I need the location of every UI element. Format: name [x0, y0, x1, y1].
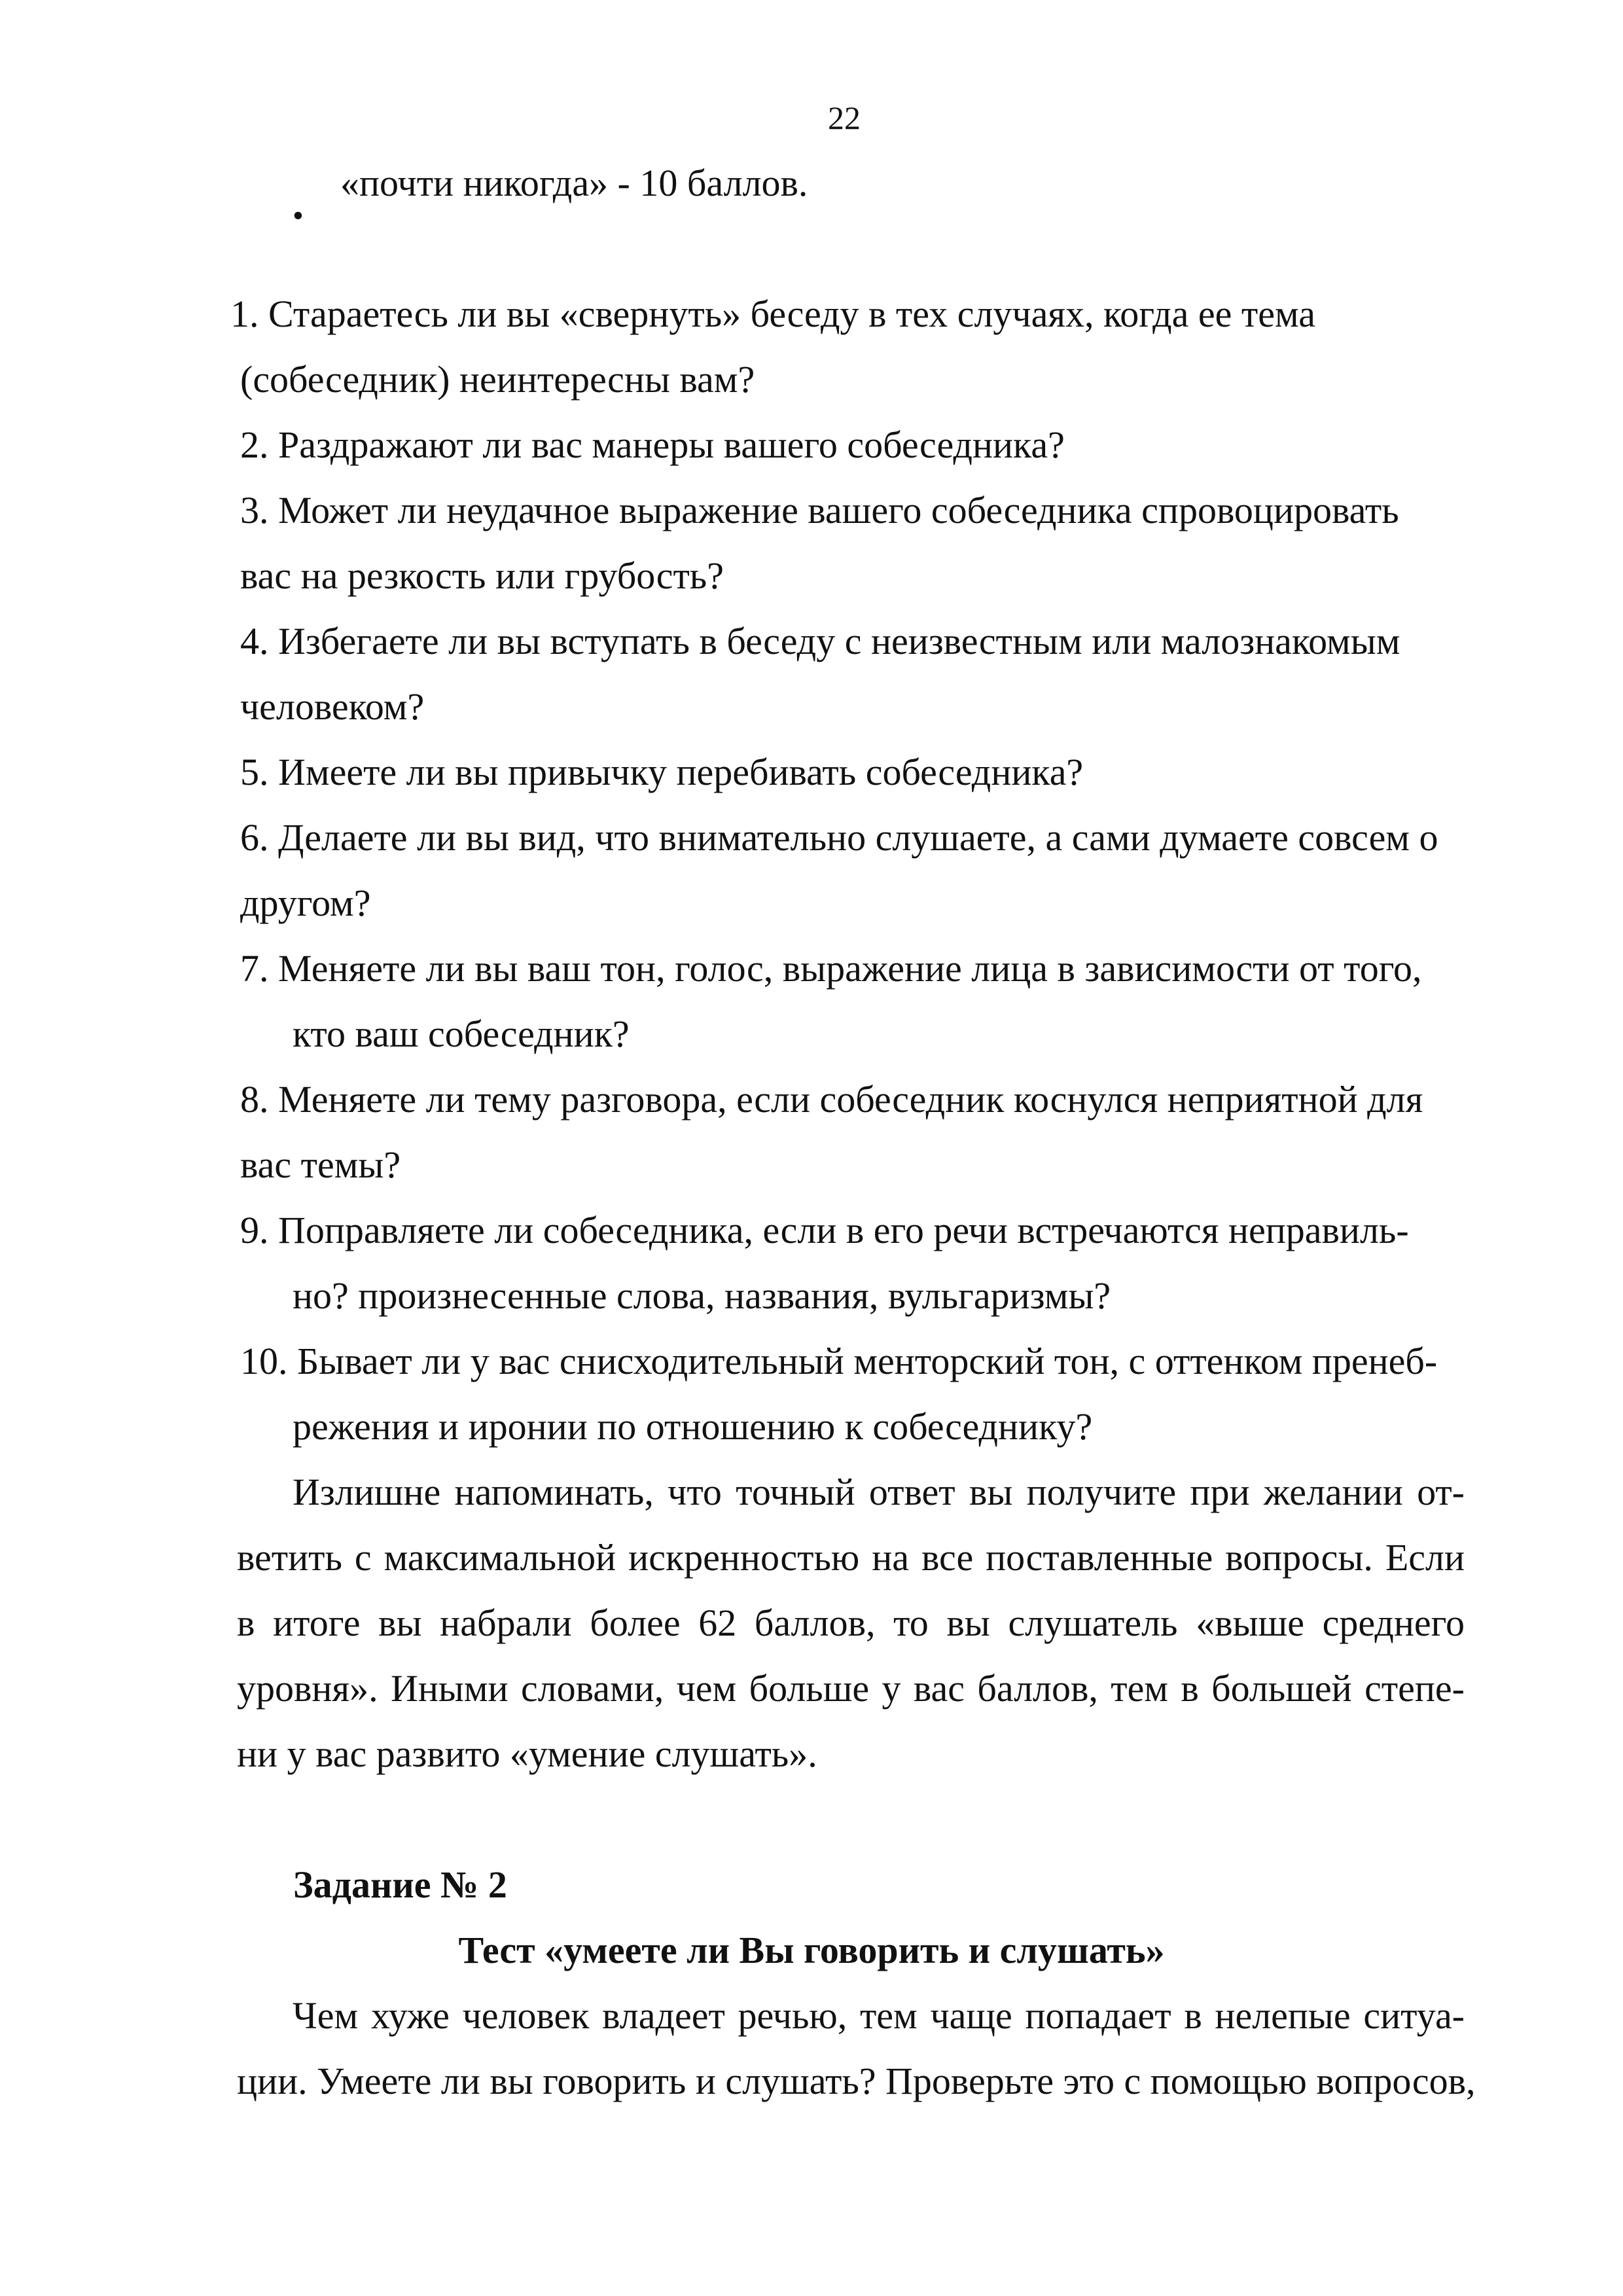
question-10-line-1: 10. Бывает ли у вас снисходительный менторский тон, с оттенком пренеб-: [240, 1340, 1438, 1382]
question-8-line-2: вас темы?: [240, 1143, 401, 1186]
question-1-line-2: (собеседник) неинтересны вам?: [240, 358, 755, 401]
intro-line-1: Чем хуже человек владеет речью, тем чаще попадает в нелепые ситуа-: [293, 1994, 1465, 2037]
question-3-line-2: вас на резкость или грубость?: [240, 554, 724, 597]
intro-line-2: ции. Умеете ли вы говорить и слушать? Проверьте это с помощью вопросов,: [237, 2060, 1476, 2102]
question-7-line-1: 7. Меняете ли вы ваш тон, голос, выражение лица в зависимости от того,: [240, 947, 1422, 990]
page-number: 22: [828, 99, 861, 136]
bullet-icon: •: [293, 198, 304, 233]
question-6-line-2: другом?: [240, 882, 371, 924]
question-5-line-1: 5. Имеете ли вы привычку перебивать собеседника?: [240, 751, 1084, 793]
test-title: Тест «умеете ли Вы говорить и слушать»: [458, 1929, 1165, 1971]
question-1-line-1: 1. Стараетесь ли вы «свернуть» беседу в тех случаях, когда ее тема: [230, 293, 1316, 335]
question-8-line-1: 8. Меняете ли тему разговора, если собеседник коснулся неприятной для: [240, 1078, 1423, 1121]
question-3-line-1: 3. Может ли неудачное выражение вашего собеседника спровоцировать: [240, 489, 1399, 531]
conclusion-line-2: ветить с максимальной искренностью на все поставленные вопросы. Если: [237, 1536, 1465, 1579]
question-4-line-1: 4. Избегаете ли вы вступать в беседу с неизвестным или малознакомым: [240, 620, 1400, 662]
question-7-line-2: кто ваш собеседник?: [293, 1013, 630, 1055]
question-4-line-2: человеком?: [240, 685, 425, 728]
conclusion-line-4: уровня». Иными словами, чем больше у вас баллов, тем в большей степе-: [237, 1667, 1465, 1710]
question-9-line-2: но? произнесенные слова, названия, вульгаризмы?: [293, 1274, 1111, 1317]
task-title: Задание № 2: [293, 1863, 507, 1906]
question-9-line-1: 9. Поправляете ли собеседника, если в его речи встречаются неправиль-: [240, 1209, 1409, 1251]
conclusion-line-1: Излишне напоминать, что точный ответ вы получите при желании от-: [293, 1471, 1465, 1513]
bullet-item: «почти никогда» - 10 баллов.: [340, 162, 808, 204]
conclusion-line-3: в итоге вы набрали более 62 баллов, то вы слушатель «выше среднего: [237, 1602, 1465, 1644]
conclusion-line-5: ни у вас развито «умение слушать».: [237, 1732, 817, 1775]
question-2-line-1: 2. Раздражают ли вас манеры вашего собеседника?: [240, 423, 1065, 466]
question-6-line-1: 6. Делаете ли вы вид, что внимательно слушаете, а сами думаете совсем о: [240, 816, 1438, 859]
question-10-line-2: режения и иронии по отношению к собеседнику?: [293, 1405, 1093, 1448]
